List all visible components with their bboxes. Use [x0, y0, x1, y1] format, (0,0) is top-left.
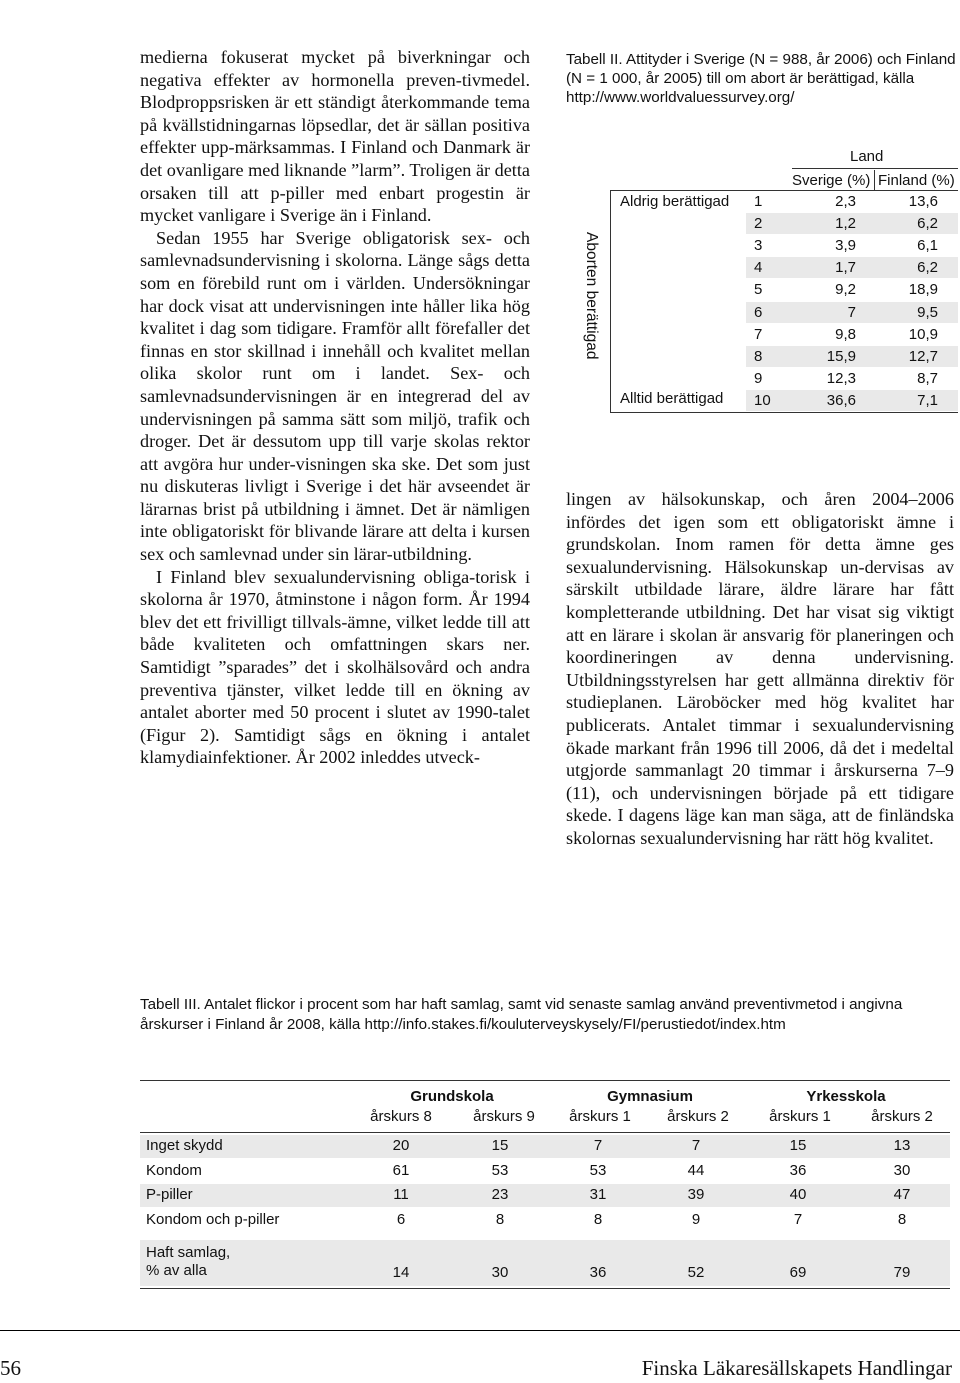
table3-cell: 7	[793, 1210, 803, 1228]
table2-sverige-cell: 2,3	[835, 193, 856, 210]
table3-cell: 79	[893, 1264, 911, 1281]
table-row	[140, 1240, 950, 1286]
table3-subhead: årskurs 2	[667, 1108, 729, 1125]
table2-finland-cell: 8,7	[917, 369, 938, 387]
table3-cell: 36	[789, 1161, 807, 1179]
right-text-column	[566, 488, 954, 850]
table3-cell: 39	[687, 1186, 705, 1203]
table2-scale-cell: 3	[754, 237, 763, 255]
table3-cell: 44	[687, 1161, 705, 1179]
table2-col-sverige: Sverige (%)	[792, 172, 871, 189]
table3-cell: 53	[491, 1161, 509, 1179]
table3-group-grundskola: Grundskola	[410, 1088, 494, 1105]
table2-scale-cell: 8	[754, 347, 763, 365]
table2-header-land: Land	[850, 148, 884, 165]
table2-label-first: Aldrig berättigad	[620, 193, 730, 210]
page-number: 56	[0, 1356, 21, 1380]
table2-finland-cell: 12,7	[908, 347, 938, 365]
table3-cell: 13	[893, 1137, 911, 1154]
table3-cell: 52	[687, 1264, 705, 1281]
body-paragraph-3: I Finland blev sexualundervisning obliga-torisk i skolorna år 1970, åtminstone i någon form. År 1994 blev det ett frivilligt tillvals-ämne, vilket ledde till att både kvaliteten och omfattningen skars ner. Samtidigt ”sparades” det i skolhälsovård och andra preventiva tjänster, vilket ledde till en ökning av antalet aborter med 50 procent i slutet av 1990-talet (Figur 2). Samtidigt sågs en ökning i antalet klamydiainfektioner. År 2002 inleddes utveck-	[140, 566, 530, 768]
table3-subhead: årskurs 1	[769, 1108, 831, 1125]
table2-scale-cell: 5	[754, 281, 763, 299]
table3-subhead: årskurs 9	[473, 1108, 535, 1125]
table2-scale-cell: 2	[754, 215, 763, 233]
table3-group-yrkesskola: Yrkesskola	[806, 1088, 886, 1105]
journal-title: Finska Läkaresällskapets Handlingar	[641, 1356, 952, 1380]
table2-sverige-cell: 12,3	[826, 369, 856, 387]
table3-subhead: årskurs 8	[370, 1108, 432, 1125]
table2-finland-cell: 7,1	[917, 391, 938, 409]
table2-finland-cell: 18,9	[908, 281, 938, 299]
table3-group-gymnasium: Gymnasium	[607, 1088, 693, 1105]
table2-sverige-cell: 1,7	[835, 259, 856, 277]
table3-lastrow-label1: Haft samlag,	[146, 1244, 231, 1261]
table3-cell: 8	[897, 1210, 907, 1228]
table2-sverige-cell: 9,2	[835, 281, 856, 299]
table3-cell: 20	[392, 1137, 410, 1154]
table2-bottom-rule	[610, 412, 958, 413]
table3-cell: 6	[396, 1210, 406, 1228]
table3-cell: 69	[789, 1264, 807, 1281]
table3-cell: 15	[491, 1137, 509, 1154]
table3-bottom-rule	[140, 1288, 950, 1289]
table3-cell: 53	[589, 1161, 607, 1179]
body-paragraph-2: Sedan 1955 har Sverige obligatorisk sex- och samlevnadsundervisning i skolorna. Länge sågs detta som en förebild runt om i världen. Undersökningar har dock visat att undervisningen inte håller lika hög kvalitet i dag som tidigare. Framför allt förefaller det finnas en stor skillnad i innehåll och kvalitet mellan olika skolor runt om i landet. Sex- och samlevnadsundervisningen är en integrerad del av undervisningen på samma sätt som miljö, trafik och droger. Det är dessutom upp till varje skolas rektor att avgöra hur under-visningen ska ske. Det som just nu diskuteras livligt i Sverige i det här avseendet är lärarnas brist på utbildning i ämnet. Det är nämligen inte obligatoriskt för blivande lärare att delta i kursen sex och samlevnad under sin lärar-utbildning.	[140, 227, 530, 565]
table2-sverige-cell: 15,9	[826, 347, 856, 365]
table-row	[140, 1184, 950, 1207]
table3-cell: 11	[393, 1186, 409, 1203]
table3-cell: 9	[691, 1210, 701, 1228]
table2-top-rule	[610, 190, 958, 191]
table3-header-rule	[140, 1132, 950, 1133]
table2-finland-cell: 6,2	[917, 259, 938, 277]
table3-subhead: årskurs 1	[569, 1108, 631, 1125]
table2-sverige-cell: 3,9	[835, 237, 856, 255]
table3-row-label: Inget skydd	[146, 1137, 223, 1154]
table-row	[140, 1135, 950, 1158]
table3-cell: 23	[491, 1186, 509, 1203]
table3-cell: 47	[893, 1186, 911, 1203]
table3-cell: 61	[392, 1161, 410, 1179]
table3-cell: 15	[789, 1137, 807, 1154]
table3-row-label: Kondom och p-piller	[146, 1210, 280, 1228]
table2	[566, 140, 960, 420]
table3-cell: 40	[789, 1186, 807, 1203]
table3-cell: 31	[589, 1186, 607, 1203]
table2-label-last: Alltid berättigad	[620, 390, 724, 407]
table2-sverige-cell: 36,6	[826, 391, 856, 409]
table3-row-label: P-piller	[146, 1186, 193, 1203]
table2-sverige-cell: 1,2	[835, 215, 856, 233]
table3-cell: 14	[392, 1264, 410, 1281]
table3-cell: 7	[691, 1137, 701, 1154]
table2-sverige-cell: 9,8	[835, 325, 856, 343]
table3-caption: Tabell III. Antalet flickor i procent som har haft samlag, samt vid senaste samlag använd preventivmetod i angivna årskurser i Finland år 2008, källa http://info.stakes.fi/kouluterveyskysely/FI/perustiedot/index.htm	[140, 996, 903, 1033]
table2-scale-cell: 7	[754, 325, 763, 343]
table-row	[140, 1209, 950, 1232]
body-paragraph-1: medierna fokuserat mycket på biverkningar och negativa effekter av hormonella preven-tivmedel. Blodproppsrisken är ett ständigt återkommande tema på kvällstidningarnas löpsedlar, det är sällan positiva effekter upp-märksammas. I Finland och Danmark är det ovanligare med liknande ”larm”. Troligen är detta orsaken till att p-piller med enbart progestin är mycket vanligare i Sverige än i Finland.	[140, 47, 530, 226]
table3-row-label: Kondom	[146, 1161, 202, 1179]
table3-cell: 8	[593, 1210, 603, 1228]
table2-scale-cell: 10	[754, 391, 771, 409]
footer-rule	[0, 1330, 960, 1331]
table2-scale-cell: 6	[754, 303, 763, 321]
body-paragraph-4: lingen av hälsokunskap, och åren 2004–2006 infördes det igen som ett obligatoriskt ämne i grundskolan. Inom ramen för detta ämne ges sexualundervisning. Hälsokunskap un-dervisas av särskilt utbildade lärare, äldre lärare har fått kompletterande utbildning. Det har visat sig viktigt att en lärare i skolan är ansvarig för planeringen och koordineringen av denna undervisning. Utbildningsstyrelsen har gett allmänna direktiv för studieplanen. Läroböcker med hög kvalitet har publicerats. Antalet timmar i sexualundervisning ökade markant från 1996 till 2006, då det i medeltal utgjorde sammanlagt 20 timmar i årskurserna 7–9 (11), och undervisningen började på ett tidigare skede. I dagens läge kan man säga, att de finländska skolornas sexualundervisning har rätt hög kvalitet.	[566, 489, 954, 848]
table3-cell: 30	[893, 1161, 911, 1179]
table3-subhead: årskurs 2	[871, 1108, 933, 1125]
table3-top-rule	[140, 1080, 950, 1081]
table2-vertical-label: Aborten berättigad	[583, 232, 600, 360]
table2-header-divider	[874, 170, 875, 190]
table2-header-rule	[792, 168, 958, 169]
table3-cell: 7	[593, 1137, 603, 1154]
table2-finland-cell: 6,2	[917, 215, 938, 233]
table2-finland-cell: 9,5	[917, 303, 938, 321]
table3-cell: 36	[589, 1264, 607, 1281]
table2-scale-cell: 4	[754, 259, 763, 277]
table2-finland-cell: 10,9	[908, 325, 938, 343]
table2-col-finland: Finland (%)	[878, 172, 955, 189]
table2-left-rule	[610, 190, 611, 412]
table2-sverige-cell: 7	[847, 303, 856, 321]
table2-scale-cell: 1	[754, 193, 763, 210]
table3-cell: 8	[495, 1210, 505, 1228]
table2-caption: Tabell II. Attityder i Sverige (N = 988, år 2006) och Finland (N = 1 000, år 2005) till om abort är berättigad, källa http://www.worldvaluessurvey.org/	[566, 51, 956, 106]
left-text-column	[140, 46, 530, 769]
table-row	[140, 1160, 950, 1183]
table3-cell: 30	[491, 1264, 509, 1281]
table3-lastrow-label2: % av alla	[146, 1262, 207, 1279]
table2-finland-cell: 6,1	[917, 237, 938, 255]
table2-scale-cell: 9	[754, 369, 763, 387]
table2-finland-cell: 13,6	[908, 193, 938, 210]
